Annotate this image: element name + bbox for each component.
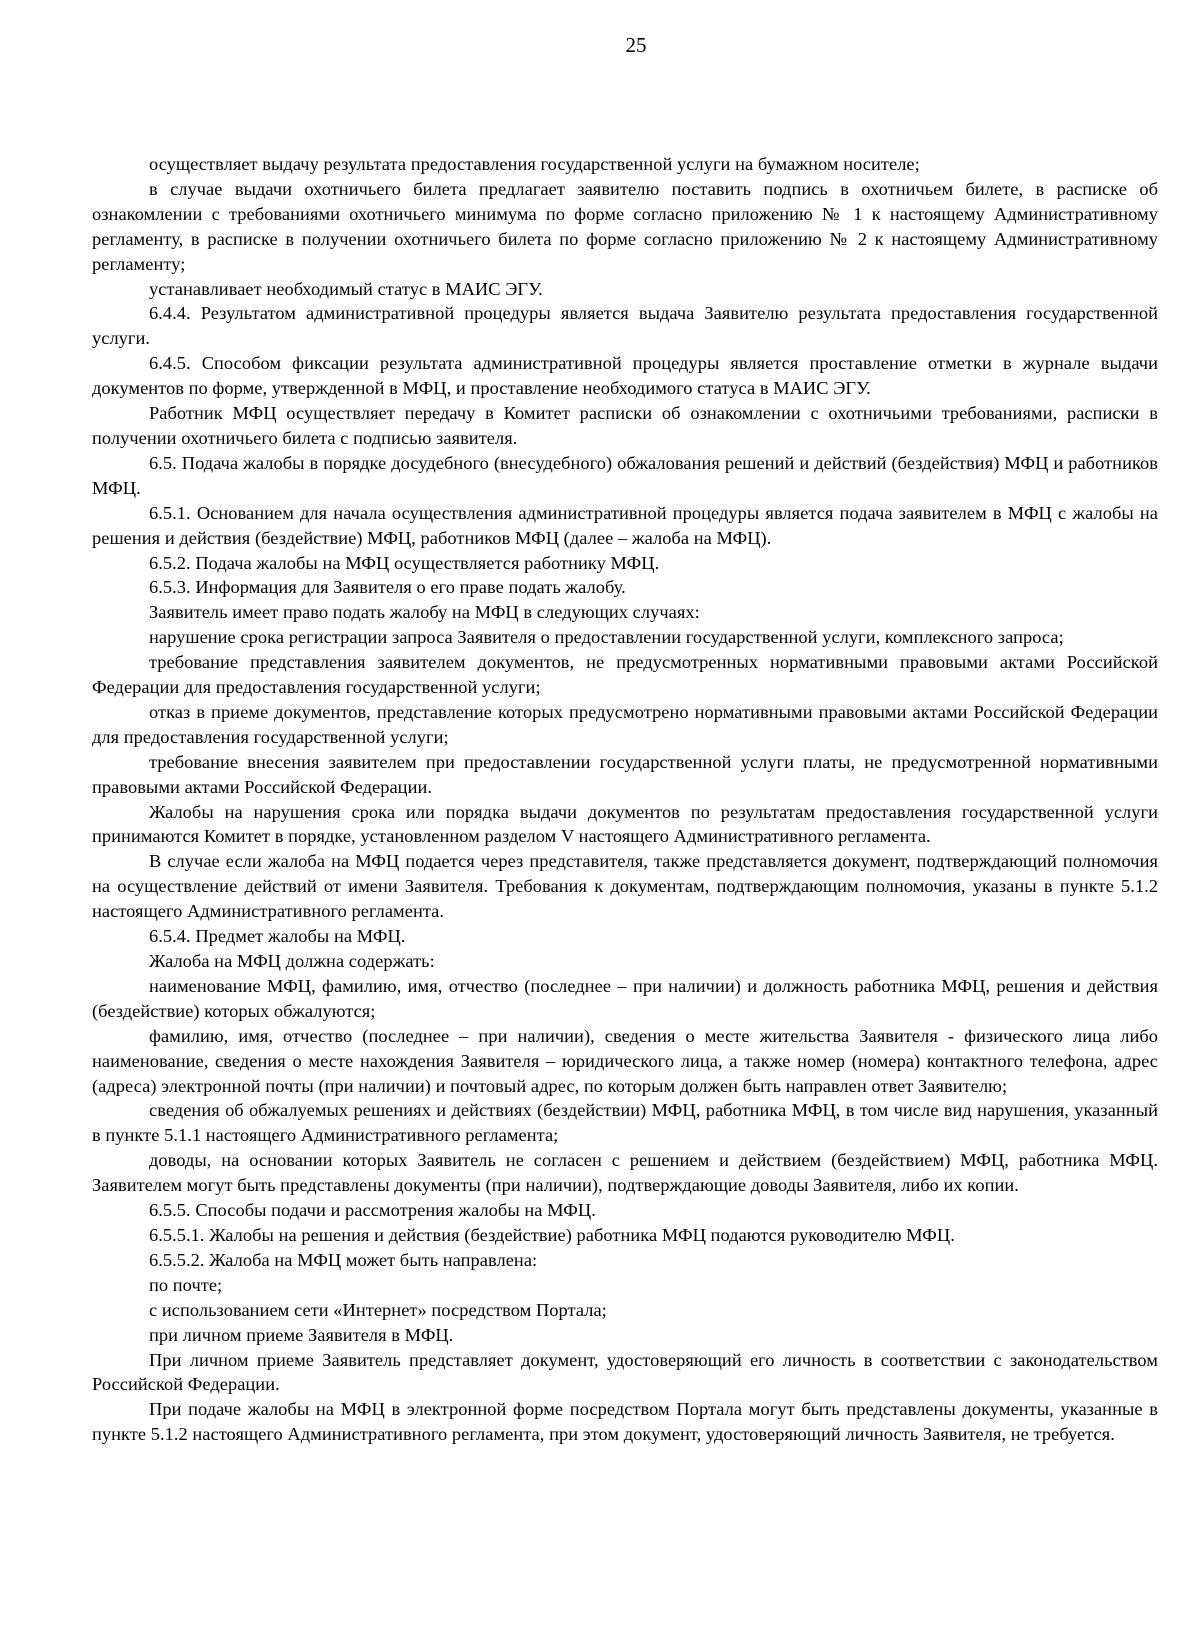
paragraph: При личном приеме Заявитель представляет документ, удостоверяющий его личность в соответствии с законодательством Российской Федерации. (92, 1349, 1158, 1395)
paragraph: 6.5.4. Предмет жалобы на МФЦ. (149, 926, 406, 947)
paragraph: нарушение срока регистрации запроса Заявителя о предоставлении государственной услуги, комплексного запроса; (149, 627, 1064, 648)
paragraph: 6.5.1. Основанием для начала осуществления административной процедуры является подача заявителем в МФЦ с жалобы на решения и действия (бездействие) МФЦ, работников МФЦ (далее – жалоба на МФЦ). (92, 502, 1158, 548)
paragraph: Заявитель имеет право подать жалобу на МФЦ в следующих случаях: (149, 602, 700, 623)
paragraph: Жалоба на МФЦ должна содержать: (149, 951, 435, 971)
paragraph: требование представления заявителем документов, не предусмотренных нормативными правовыми актами Российской Федерации для предоставления государственной услуги; (92, 652, 1158, 698)
document-body (92, 152, 1158, 1447)
paragraph: требование внесения заявителем при предоставлении государственной услуги платы, не предусмотренной нормативными правовыми актами Российской Федерации. (92, 751, 1158, 797)
paragraph: устанавливает необходимый статус в МАИС ЭГУ. (149, 278, 543, 299)
paragraph: 6.5.5. Способы подачи и рассмотрения жалобы на МФЦ. (149, 1200, 596, 1221)
page-number: 25 (625, 33, 647, 57)
paragraph: При подаче жалобы на МФЦ в электронной форме посредством Портала могут быть представлены документы, указанные в пункте 5.1.2 настоящего Административного регламента, при этом документ, удостоверяющий личность Заявителя, не требуется. (92, 1399, 1158, 1445)
paragraph: 6.4.5. Способом фиксации результата административной процедуры является проставление отметки в журнале выдачи документов по форме, утвержденной в МФЦ, и проставление необходимого статуса в МАИС ЭГУ. (92, 353, 1158, 399)
paragraph: отказ в приеме документов, представление которых предусмотрено нормативными правовыми актами Российской Федерации для предоставления государственной услуги; (92, 701, 1158, 747)
paragraph: В случае если жалоба на МФЦ подается через представителя, также представляется документ, подтверждающий полномочия на осуществление действий от имени Заявителя. Требования к документам, подтверждающим полномочия, указаны в пункте 5.1.2 настоящего Административного регламента. (92, 851, 1158, 922)
document-page (92, 30, 1158, 1447)
paragraph: 6.5. Подача жалобы в порядке досудебного (внесудебного) обжалования решений и действий (бездействия) МФЦ и работников МФЦ. (92, 452, 1158, 498)
paragraph: в случае выдачи охотничьего билета предлагает заявителю поставить подпись в охотничьем билете, в расписке об ознакомлении с требованиями охотничьего минимума по форме согласно приложению № 1 к настоящему Административному регламенту, в расписке в получении охотничьего билета по форме согласно приложению № 2 к настоящему Административному регламенту; (92, 178, 1158, 274)
paragraph: 6.4.4. Результатом административной процедуры является выдача Заявителю результата предоставления государственной услуги. (92, 303, 1158, 349)
paragraph: Жалобы на нарушения срока или порядка выдачи документов по результатам предоставления государственной услуги принимаются Комитет в порядке, установленном разделом V настоящего Административного регламента. (92, 801, 1158, 847)
paragraph: наименование МФЦ, фамилию, имя, отчество (последнее – при наличии) и должность работника МФЦ, решения и действия (бездействие) которых обжалуются; (92, 975, 1158, 1021)
paragraph: Работник МФЦ осуществляет передачу в Комитет расписки об ознакомлении с охотничьими требованиями, расписки в получении охотничьего билета с подписью заявителя. (92, 403, 1158, 448)
paragraph: 6.5.2. Подача жалобы на МФЦ осуществляется работнику МФЦ. (149, 552, 660, 573)
paragraph: фамилию, имя, отчество (последнее – при наличии), сведения о месте жительства Заявителя - физического лица либо наименование, сведения о месте нахождения Заявителя – юридического лица, а также номер (номера) контактного телефона, адрес (адреса) электронной почты (при наличии) и почтовый адрес, по которым должен быть направлен ответ Заявителю; (92, 1025, 1158, 1096)
paragraph: 6.5.5.2. Жалоба на МФЦ может быть направлена: (149, 1249, 538, 1270)
paragraph: по почте; (149, 1274, 223, 1295)
paragraph: сведения об обжалуемых решениях и действиях (бездействии) МФЦ, работника МФЦ, в том числе вид нарушения, указанный в пункте 5.1.1 настоящего Административного регламента; (92, 1100, 1158, 1146)
paragraph: осуществляет выдачу результата предоставления государственной услуги на бумажном носителе; (149, 154, 920, 174)
paragraph: доводы, на основании которых Заявитель не согласен с решением и действием (бездействием) МФЦ, работника МФЦ. Заявителем могут быть представлены документы (при наличии), подтверждающие доводы Заявителя, либо их копии. (92, 1150, 1158, 1196)
paragraph: при личном приеме Заявителя в МФЦ. (149, 1324, 454, 1345)
paragraph: с использованием сети «Интернет» посредством Портала; (149, 1299, 607, 1320)
paragraph: 6.5.3. Информация для Заявителя о его праве подать жалобу. (149, 577, 626, 598)
paragraph: 6.5.5.1. Жалобы на решения и действия (бездействие) работника МФЦ подаются руководителю МФЦ. (149, 1224, 955, 1245)
